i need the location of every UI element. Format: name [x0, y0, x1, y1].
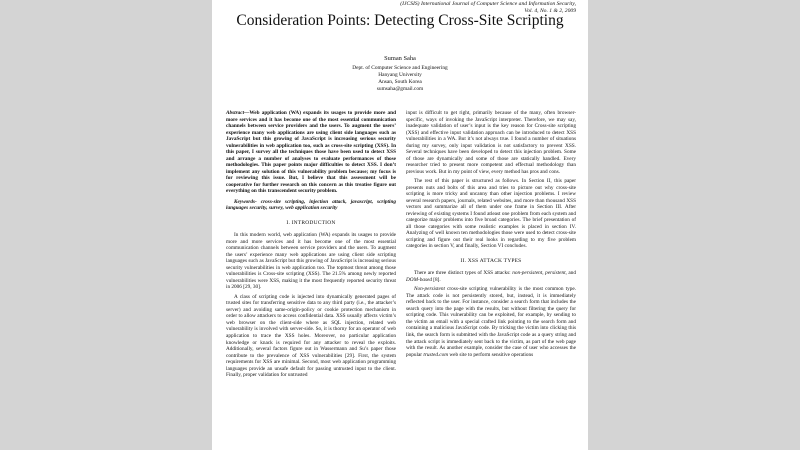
xss-paragraph-1 — [406, 270, 576, 283]
journal-line-2: Vol. 4, No. 1 & 2, 2009 — [524, 7, 576, 14]
xss-p1-text-a: There are three distinct types of XSS attacks: — [414, 270, 513, 277]
paper-page — [212, 0, 588, 450]
xss-p1-text-g: [8]. — [431, 276, 441, 283]
author-email: sumsaha@gmail.com — [376, 86, 424, 92]
xss-p1-text-c: , — [542, 270, 546, 277]
abstract — [226, 110, 396, 195]
xss-p2-site: trusted.com — [423, 351, 449, 358]
abstract-text: Web application (WA) expands its usages to provide more and more services and it has become one of the most essential communication channels between service providers and the users. To augment the users’ experience many web applications are using client side languages such as JavaScript but this growing of JavaScript is increasing serious security vulnerabilities in web application too, such as cross-site scripting (XSS). In this paper, I survey all the techniques those have been used to detect XSS and arrange a number of analyses to evaluate performances of those methodologies. This paper points major difficulties to detect XSS. I don’t implement any solution of this vulnerability problem because; my focus is for reviewing this issue. But, I believe that this assessment will be cooperative for further research on this concern as this treatise figure out everything on this transcendent security problem. — [226, 110, 396, 195]
xss-p2-text: cross-site scripting vulnerability is the most common type. The attack code is not persistently stored, but, instead, it is immediately reflected back to the user. For instance, consider a search form that includes the search query into the page with the results, but without filtering the query for scripting code. This vulnerability can be exploited, for example, by sending to the victim an email with a special crafted link pointing to the search form and containing a malicious JavaScript code. By tricking the victim into clicking this link, the search form is submitted with the JavaScript code as a query string and the attack script is immediately sent back to the victim, as part of the web page with the result. As another example, consider the case of user who accesses the popular — [406, 286, 576, 358]
author-name: Suman Saha — [384, 55, 416, 62]
section-heading-xss-types: II. XSS ATTACK TYPES — [460, 257, 522, 264]
right-paragraph-1: input is difficult to get right, primarily because of the many, often browser-specific, ways of invoking the JavaScript interpreter. Therefore, we may say, inadequate validation of user’s input is the key reason for Cross-site scripting (XSS) and effective input validation approach can be introduced to detect XSS vulnerabilities in a WA. But it’s not always true. I found a number of situations during my survey, only input validation is not satisfactory to prevent XSS. Several techniques have been developed to detect this injection problem. Some of those are dynamically and some of those are statically handled. Every researcher tried to present more competent and effectual methodology than previous work. But in my point of view, every method has pros and cons. — [406, 110, 576, 175]
xss-p1-text-e: , and — [565, 270, 576, 277]
xss-p1-term-non-persistent: non-persistent — [512, 270, 543, 277]
xss-p1-term-persistent: persistent — [545, 270, 566, 277]
intro-paragraph-2: A class of scripting code is injected into dynamically generated pages of trusted sites for transferring sensitive data to any third party (i.e., the attacker’s server) and avoiding same-origin-policy or cookie protection mechanism in order to allow attackers to access confidential data. XSS usually affects victim’s web browser on the client-side where as SQL injection, related web vulnerability is involved with server-side. So, it is thorny for an operator of web application to trace the XSS holes. Moreover, no particular application knowledge or knack is required for any attacker to reveal the exploits. Additionally, several factors figure out in Wassermann and Su’s paper those contribute to the prevalence of XSS vulnerabilities [29]. First, the system requirements for XSS are minimal. Second, most web application programming languages provide an unsafe default for passing untrusted input to the client. Finally, proper validation for untrusted — [226, 293, 396, 379]
paper-title: Consideration Points: Detecting Cross-Site Scripting — [236, 12, 564, 29]
xss-p2-end: web site to perform sensitive operations — [448, 351, 534, 358]
xss-p1-term-dom-based: DOM-based — [406, 276, 432, 283]
author-city: Ansan, South Korea — [378, 79, 422, 85]
xss-paragraph-2 — [406, 286, 576, 358]
abstract-lead: Abstract— — [226, 110, 250, 116]
author-university: Hanyang University — [378, 72, 422, 78]
right-column — [406, 110, 576, 361]
section-heading-introduction: I. INTRODUCTION — [286, 219, 336, 226]
left-column — [226, 110, 396, 382]
right-paragraph-2: The rest of this paper is structured as follows. In Section II, this paper presents nuts and bolts of this area and tries to picture out why cross-site scripting is more tricky and uncanny than other injection problems. I review several research papers, journals, related websites, and more than thousand XSS vectors and summarize all of them under one frame in Section III. After reviewing of existing systems I found atleast one problem from each system and categorize major problems into five broad categories. The brief presentation of all those categories with some realistic examples is placed in section IV. Analyzing of well known ten methodologies those were used to detect cross-site scripting and figure out their real looks in regarding to my five problem categories in section V, and finally, Section VI concludes. — [406, 178, 576, 250]
journal-line-1: (IJCSIS) International Journal of Computer Science and Information Security, — [400, 1, 576, 7]
intro-paragraph-1: In this modern world, web application (WA) expands its usages to provide more and more services and it has become one of the most essential communication channels between service providers and the users. To augment the users’ experience many web applications are using client side scripting languages such as JavaScript but this growing of JavaScript is increasing serious security vulnerabilities in web application too. The topmost threat among those vulnerabilities is Cross-site scripting (XSS). The 21.5% among newly reported vulnerabilities were XSS, making it the most frequently reported security threat in 2006 [29, 30]. — [226, 232, 396, 291]
author-block — [212, 55, 588, 93]
author-dept: Dept. of Computer Science and Engineering — [352, 65, 448, 71]
xss-p2-lead: Non-persistent — [414, 286, 445, 293]
keywords: Keywords- cross-site scripting, injection attack, javascript, scripting languages security, survey, web application security — [226, 198, 396, 212]
